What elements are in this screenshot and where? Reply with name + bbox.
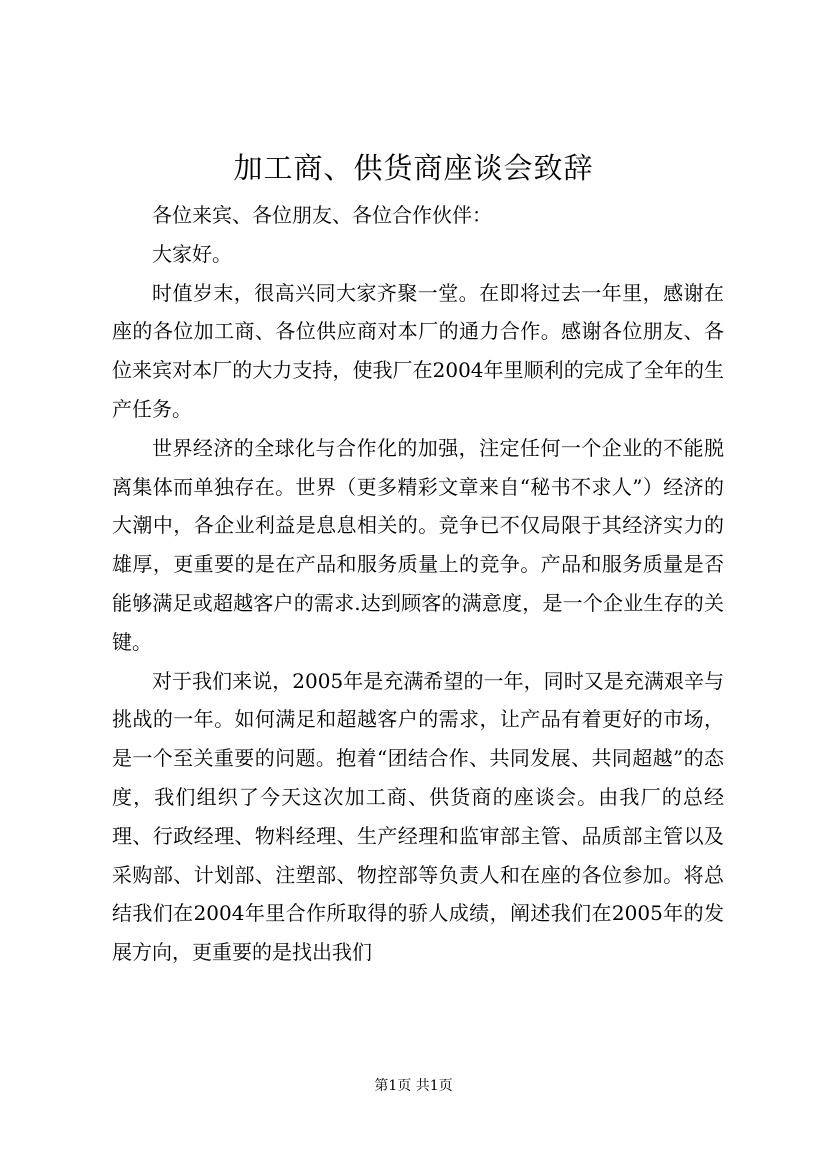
salutation: 各位来宾、各位朋友、各位合作伙伴： (152, 203, 492, 227)
paragraph-1: 时值岁末，很高兴同大家齐聚一堂。在即将过去一年里，感谢在座的各位加工商、各位供应商对本厂的通力合作。感谢各位朋友、各位来宾对本厂的大力支持，使我厂在2004年里顺利的完成了全年的生产任务。 (112, 280, 724, 421)
page-footer: 第1页 共1页 (374, 1078, 453, 1094)
greeting: 大家好。 (152, 241, 232, 266)
document-body (112, 196, 724, 972)
paragraph-2: 世界经济的全球化与合作化的加强，注定任何一个企业的不能脱离集体而单独存在。世界（更多精彩文章来自“秘书不求人”）经济的大潮中，各企业利益是息息相关的。竞争已不仅局限于其经济实力的雄厚，更重要的是在产品和服务质量上的竞争。产品和服务质量是否能够满足或超越客户的需求.达到顾客的满意度，是一个企业生存的关键。 (112, 435, 724, 654)
document-title: 加工商、供货商座谈会致辞 (233, 151, 594, 185)
paragraph-3: 对于我们来说，2005年是充满希望的一年，同时又是充满艰辛与挑战的一年。如何满足和超越客户的需求，让产品有着更好的市场，是一个至关重要的问题。抱着“团结合作、共同发展、共同超越”的态度，我们组织了今天这次加工商、供货商的座谈会。由我厂的总经理、行政经理、物料经理、生产经理和监审部主管、品质部主管以及采购部、计划部、注塑部、物控部等负责人和在座的各位参加。将总结我们在2004年里合作所取得的骄人成绩，阐述我们在2005年的发展方向，更重要的是找出我们 (112, 668, 724, 965)
